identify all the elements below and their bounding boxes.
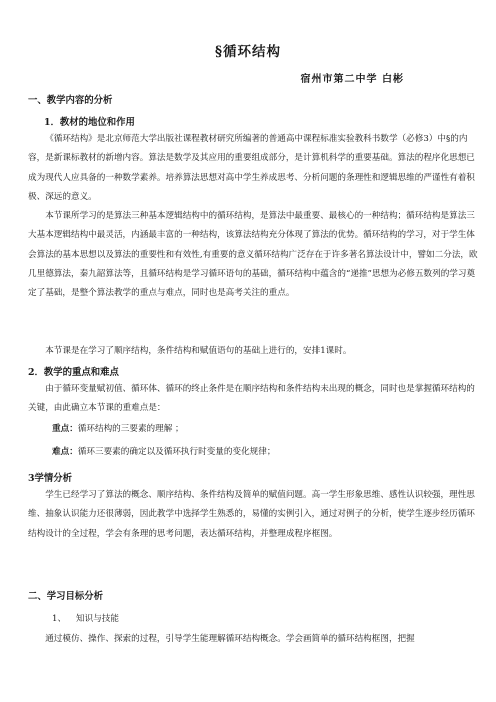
key-point-line bbox=[52, 422, 184, 434]
difficulty-line bbox=[52, 445, 275, 457]
paragraph-2: 本节课所学习的是算法三种基本逻辑结构中的循环结构，是算法中最重要、最核心的一种结构；循环结构是算法三大基本逻辑结构中最灵活，内涵最丰富的一种结构，该算法结构充分体现了算法的优势。循环结构的学习，对于学生体会算法的基本思想以及算法的重要性和有效性,有重要的意义循环结构广泛存在于许多著名算法设计中，譬如二分法，欧几里德算法，秦九韶算法等，且循环结构是学习循环语句的基础，循环结构中蕴含的“递推”思想为必修五数列的学习奠定了基础，是整个算法教学的重点与难点，同时也是高考关注的重点。 bbox=[28, 211, 478, 299]
paragraph-6: 通过模仿、操作、探索的过程，引导学生能理解循环结构概念。学会画简单的循环结构框图，把握 bbox=[45, 634, 415, 644]
subsection-heading-3: 3学情分析 bbox=[28, 473, 73, 484]
key-point-text: 循环结构的三要素的理解 ； bbox=[77, 424, 184, 434]
objective-item-number: 1、 bbox=[52, 614, 67, 624]
objective-item-1 bbox=[52, 612, 119, 624]
paragraph-5: 学生已经学习了算法的概念、顺序结构、条件结构及简单的赋值问题。高一学生形象思维、感性认识较强，理性思维、抽象认识能力还很薄弱，因此教学中选择学生熟悉的，易懂的实例引入，通过对例子的分析，使学生逐步经历循环结构设计的全过程，学会有条理的思考问题，表达循环结构，并整理成程序框图。 bbox=[28, 490, 475, 539]
difficulty-text: 循环三要素的确定以及循环执行时变量的变化规律； bbox=[77, 447, 276, 457]
paragraph-3: 本节课是在学习了顺序结构，条件结构和赋值语句的基础上进行的，安排1课时。 bbox=[45, 346, 352, 356]
key-point-label: 重点： bbox=[52, 424, 78, 434]
paragraph-4: 由于循环变量赋初值、循环体、循环的终止条件是在顺序结构和条件结构未出现的概念，同时也是掌握循环结构的关键，由此确立本节课的重难点是： bbox=[28, 384, 475, 414]
document-title: §循环结构 bbox=[214, 44, 282, 60]
paragraph-1: 《循环结构》是北京师范大学出版社课程教材研究所编著的普通高中课程标准实验教科书数学（必修3）中§的内容，是新课标教材的新增内容。算法是数学及其应用的重要组成部分，是计算机科学的重要基础。算法的程序化思想已成为现代人应具备的一种数学素养。培养算法思想对高中学生养成思考、分析问题的条理性和逻辑思维的严谨性有着积极、深远的意义。 bbox=[28, 134, 475, 202]
author-line: 宿州市第二中学 白彬 bbox=[300, 74, 404, 85]
difficulty-label: 难点： bbox=[52, 447, 78, 457]
section-heading-1: 一、教学内容的分析 bbox=[28, 95, 113, 106]
section-heading-2: 二、学习目标分析 bbox=[28, 591, 104, 602]
subsection-heading-2: 2．教学的重点和难点 bbox=[28, 367, 119, 378]
subsection-heading-1: 1．教材的地位和作用 bbox=[44, 117, 135, 128]
objective-item-text: 知识与技能 bbox=[76, 614, 119, 624]
